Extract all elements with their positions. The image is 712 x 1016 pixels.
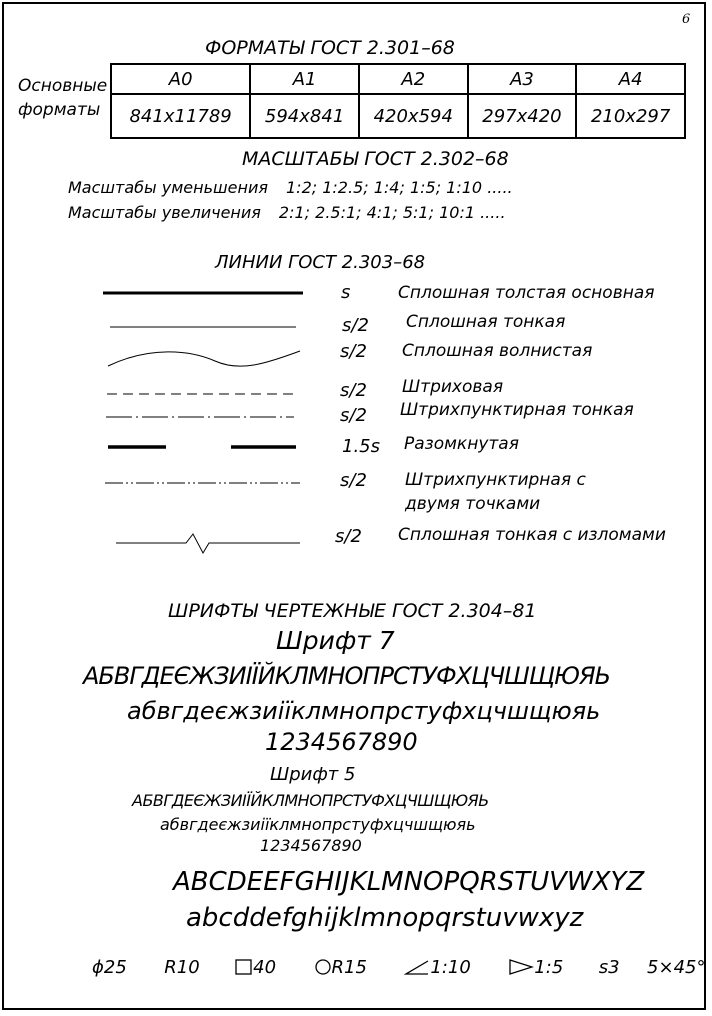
line-name-1: Сплошная толстая основная — [398, 283, 655, 303]
circle-icon — [314, 959, 332, 975]
slope-dimension — [404, 957, 470, 978]
format-size-a2: 420х594 — [359, 94, 468, 138]
square-icon — [235, 959, 253, 975]
line-code-3: s/2 — [340, 341, 367, 362]
format-size-a1: 594х841 — [250, 94, 359, 138]
formats-heading: ФОРМАТЫ ГОСТ 2.301–68 — [205, 37, 455, 59]
line-code-5: s/2 — [340, 405, 367, 426]
format-size-a4: 210х297 — [576, 94, 685, 138]
slope-icon — [404, 959, 430, 975]
reduction-values: 1:2; 1:2.5; 1:4; 1:5; 1:10 ..... — [286, 178, 513, 197]
taper-dimension — [508, 957, 563, 978]
taper-icon — [508, 959, 534, 975]
chamfer-dimension: 5×45° — [647, 957, 706, 978]
format-header-a0: А0 — [111, 64, 250, 94]
taper-value: 1:5 — [534, 957, 564, 978]
scales-heading: МАСШТАБЫ ГОСТ 2.302–68 — [242, 148, 509, 170]
font7-title: Шрифт 7 — [276, 626, 395, 655]
thickness-dimension: s3 — [598, 957, 620, 978]
formats-row-label-line2: форматы — [18, 100, 101, 120]
sphere-dimension — [314, 957, 367, 978]
radius-dimension: R10 — [164, 957, 200, 978]
line-code-8: s/2 — [335, 526, 362, 547]
enlargement-label: Масштабы увеличения — [68, 203, 261, 222]
font5-uppercase: АБВГДЕЄЖЗИІЇЙКЛМНОПРСТУФХЦЧШЩЮЯЬ — [132, 791, 489, 810]
font7-uppercase: АБВГДЕЄЖЗИІЇЙКЛМНОПРСТУФХЦЧШЩЮЯЬ — [83, 662, 611, 690]
line-name-7: Штрихпунктирная с — [405, 470, 586, 490]
line-code-7: s/2 — [340, 470, 367, 491]
format-size-a0: 841х11789 — [111, 94, 250, 138]
reduction-label: Масштабы уменьшения — [68, 178, 268, 197]
line-name-5: Штрихпунктирная тонкая — [400, 400, 634, 420]
slope-value: 1:10 — [430, 957, 471, 978]
line-name-2: Сплошная тонкая — [406, 312, 566, 332]
fonts-heading: ШРИФТЫ ЧЕРТЕЖНЫЕ ГОСТ 2.304–81 — [168, 600, 537, 622]
sphere-value: R15 — [331, 957, 367, 978]
font5-digits: 1234567890 — [260, 836, 362, 855]
line-code-6: 1.5s — [342, 436, 381, 457]
font5-title: Шрифт 5 — [270, 764, 356, 785]
page-number: 6 — [682, 12, 691, 27]
dimension-symbols-row — [92, 957, 706, 978]
square-dimension — [235, 957, 276, 978]
formats-row-label-line1: Основные — [18, 76, 108, 96]
font7-digits: 1234567890 — [265, 728, 418, 756]
line-code-1: s — [341, 282, 351, 303]
format-header-a2: А2 — [359, 64, 468, 94]
line-name-6: Разомкнутая — [404, 434, 519, 454]
lines-heading: ЛИНИИ ГОСТ 2.303–68 — [215, 252, 426, 273]
format-header-a1: А1 — [250, 64, 359, 94]
line-sample-wavy — [108, 351, 300, 366]
line-code-2: s/2 — [342, 315, 369, 336]
latin-uppercase: ABCDEEFGHIJKLMNOPQRSTUVWXYZ — [173, 867, 645, 897]
square-value: 40 — [253, 957, 277, 978]
line-code-4: s/2 — [340, 380, 367, 401]
format-header-a3: А3 — [468, 64, 577, 94]
line-name-7-line2: двумя точками — [405, 494, 541, 514]
format-header-a4: А4 — [576, 64, 685, 94]
font5-lowercase: абвгдеєжзиіїклмнопрстуфхцчшщюяь — [160, 815, 476, 834]
font7-lowercase: абвгдеєжзиіїклмнопрстуфхцчшщюяь — [127, 697, 601, 725]
enlargement-values: 2:1; 2.5:1; 4:1; 5:1; 10:1 ..... — [278, 203, 506, 222]
diameter-dimension: ϕ25 — [92, 957, 127, 978]
latin-lowercase: abcddefghijklmnopqrstuvwxyz — [186, 903, 584, 933]
line-name-8: Сплошная тонкая с изломами — [398, 525, 666, 545]
format-size-a3: 297х420 — [468, 94, 577, 138]
line-name-3: Сплошная волнистая — [402, 341, 593, 361]
line-name-4: Штриховая — [402, 377, 504, 397]
line-sample-zigzag — [116, 534, 300, 553]
